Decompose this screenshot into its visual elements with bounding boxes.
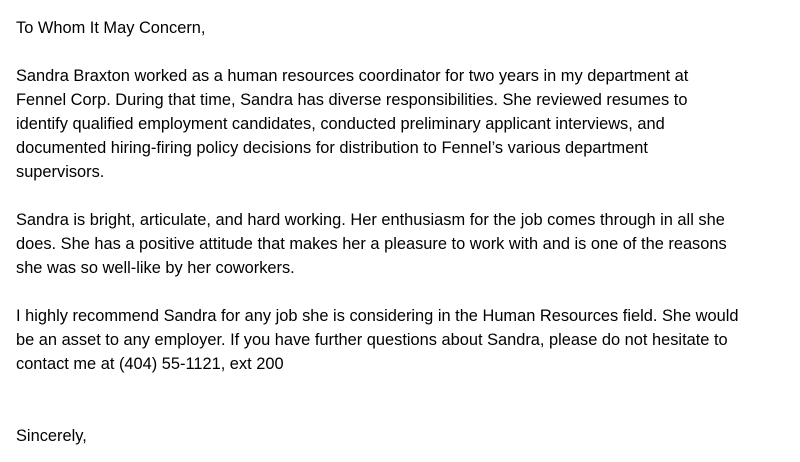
paragraph-recommendation: I highly recommend Sandra for any job she is considering in the Human Resources field. She would be an asset to any employer. If you have further questions about Sandra, please do not hesitate to contact me at (404) 55-1121, ext 200 xyxy=(16,307,739,373)
closing: Sincerely, xyxy=(16,427,87,445)
paragraph-employment: Sandra Braxton worked as a human resources coordinator for two years in my department at Fennel Corp. During that time, Sandra has diverse responsibilities. She reviewed resumes to identify qualified employment candidates, conducted preliminary applicant interviews, and documented hiring-firing policy decisions for distribution to Fennel’s various department supervisors. xyxy=(16,67,689,181)
salutation: To Whom It May Concern, xyxy=(16,19,206,37)
letter-body xyxy=(16,16,792,448)
paragraph-character: Sandra is bright, articulate, and hard working. Her enthusiasm for the job comes through in all she does. She has a positive attitude that makes her a pleasure to work with and is one of the reasons she was so well-like by her coworkers. xyxy=(16,211,727,277)
